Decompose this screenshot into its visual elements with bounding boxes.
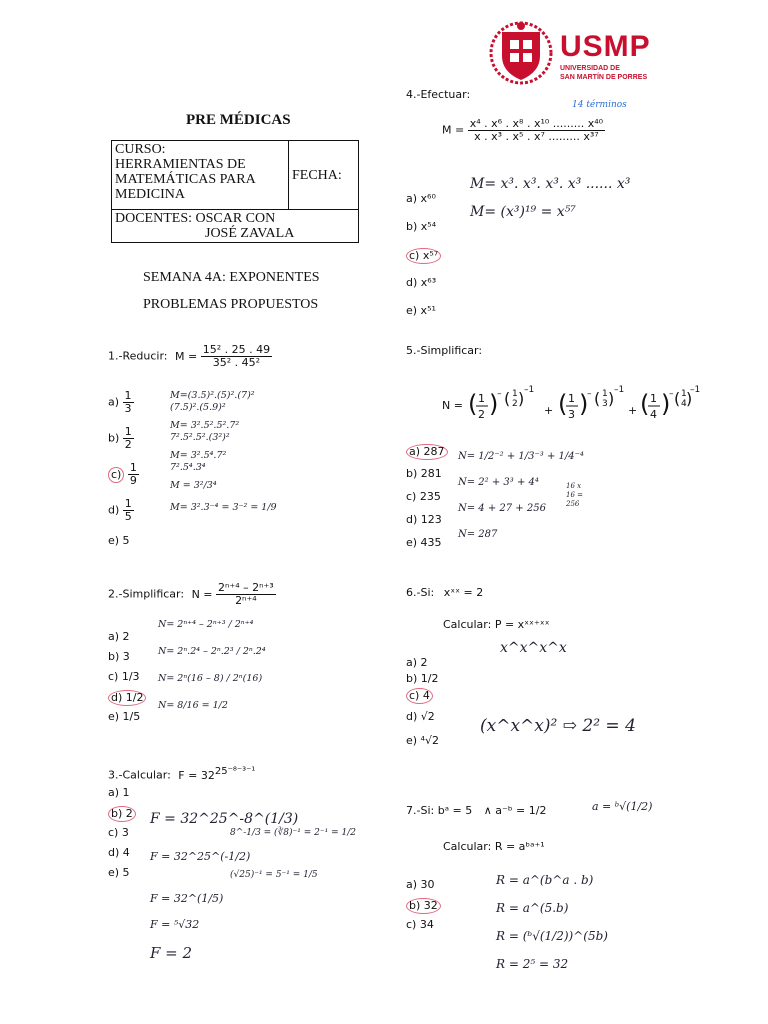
p2-work-0: N= 2ⁿ⁺⁴ – 2ⁿ⁺³ / 2ⁿ⁺⁴ <box>158 619 254 630</box>
p1-lhs: M = <box>174 349 198 363</box>
p6-statement <box>406 586 483 599</box>
p1-opt-a-num: 1 <box>124 389 132 402</box>
p3-work-4: F = 32^(1/5) <box>150 892 224 905</box>
p1-opt-c-num: 1 <box>129 461 137 474</box>
p1-options <box>108 390 139 548</box>
p1-opt-a-letter: a) <box>108 395 120 409</box>
p5-option-e[interactable]: e) 435 <box>406 536 442 549</box>
p5-paren-2r: ) <box>579 390 589 418</box>
p5-paren-e1r: ) <box>518 389 525 408</box>
p5-side-calc: 16 x 16 = 256 <box>566 482 583 508</box>
p3-option-d[interactable]: d) 4 <box>108 846 130 859</box>
p5-lhs: N = <box>442 399 463 412</box>
p5-exp-e2: –1 <box>614 385 625 395</box>
fecha-label: FECHA: <box>292 167 342 183</box>
p5-statement <box>442 384 701 428</box>
p2-option-c[interactable]: c) 1/3 <box>108 670 140 683</box>
p6-calc: Calcular: P = xˣˣ⁺ˣˣ <box>443 618 550 631</box>
p5-one-e2: 1 <box>602 389 609 399</box>
p1-opt-c-den: 9 <box>129 474 137 487</box>
p3-label: 3.-Calcular: <box>108 768 171 782</box>
p3-option-b[interactable] <box>108 806 136 826</box>
p7-calc: Calcular: R = aᵇᵃ⁺¹ <box>443 840 545 853</box>
p1-option-d[interactable] <box>108 498 139 534</box>
p5-option-c[interactable]: c) 235 <box>406 490 441 503</box>
p6-opt-c-text: c) 4 <box>406 688 433 704</box>
p5-one-e3: 1 <box>681 389 688 399</box>
p5-one-2: 1 <box>568 392 576 405</box>
p7-option-b[interactable] <box>406 898 441 918</box>
docentes-line2: JOSÉ ZAVALA <box>205 226 295 241</box>
p4-opt-c-text: c) x⁵⁷ <box>406 248 441 264</box>
p1-opt-d-letter: d) <box>108 503 120 517</box>
p1-option-c[interactable] <box>108 462 139 498</box>
p5-opt-a-text: a) 287 <box>406 444 448 460</box>
p5-paren-e3r: ) <box>686 389 693 408</box>
p4-option-e[interactable]: e) x⁵¹ <box>406 304 436 317</box>
p5-two-e1: 2 <box>512 399 519 409</box>
p7-work-3: R = (ᵇ√(1/2))^(5b) <box>496 929 608 943</box>
p4-num: x⁴ . x⁶ . x⁸ . x¹⁰ ......... x⁴⁰ <box>469 117 604 130</box>
p5-option-a[interactable] <box>406 444 448 467</box>
p6-cond: xˣˣ = 2 <box>443 586 484 599</box>
p1-opt-b-den: 2 <box>124 438 132 451</box>
p4-options <box>406 192 441 318</box>
p4-work-1: M= (x³)¹⁹ = x⁵⁷ <box>470 204 576 220</box>
p5-option-d[interactable]: d) 123 <box>406 513 442 526</box>
p4-statement <box>442 118 605 143</box>
p5-paren-1: ( <box>468 390 478 418</box>
course-table <box>111 140 359 243</box>
p2-label: 2.-Simplificar: <box>108 587 185 601</box>
p1-work-6: M = 3²/3⁴ <box>170 480 217 491</box>
p2-work-1: N= 2ⁿ.2⁴ – 2ⁿ.2³ / 2ⁿ.2⁴ <box>158 646 266 657</box>
p5-work-0: N= 1/2⁻² + 1/3⁻³ + 1/4⁻⁴ <box>458 451 584 462</box>
p5-paren-3: ( <box>640 390 650 418</box>
p6-handwritten-work <box>480 640 636 736</box>
p3-work-0: F = 32^25^-8^(1/3) <box>150 811 299 827</box>
curso-label: CURSO: <box>115 142 166 157</box>
p4-label: 4.-Efectuar: <box>406 88 471 101</box>
p1-work-7: M= 3².3⁻⁴ = 3⁻² = 1/9 <box>170 502 277 513</box>
logo-line1: UNIVERSIDAD DE <box>560 65 620 72</box>
p5-four-3: 4 <box>650 408 658 421</box>
p2-option-e[interactable]: e) 1/5 <box>108 710 141 723</box>
p5-paren-e2r: ) <box>608 389 615 408</box>
p5-one-3: 1 <box>650 392 658 405</box>
p5-paren-e2: ( <box>594 389 601 408</box>
p4-option-c[interactable] <box>406 248 441 276</box>
p7-options <box>406 878 441 932</box>
p5-paren-e3: ( <box>674 389 681 408</box>
p7-option-a[interactable]: a) 30 <box>406 878 435 891</box>
p5-work-3: N= 287 <box>458 529 498 540</box>
p1-work-2: M= 3².5².5².7² <box>170 420 240 431</box>
p3-work-1: 8^-1/3 = (∛8)⁻¹ = 2⁻¹ = 1/2 <box>230 828 356 838</box>
p3-work-6: F = 2 <box>150 944 193 962</box>
p2-num: 2ⁿ⁺⁴ – 2ⁿ⁺³ <box>218 581 274 594</box>
p1-option-b[interactable] <box>108 426 139 462</box>
p3-work-3: (√25)⁻¹ = 5⁻¹ = 1/5 <box>230 870 318 880</box>
p1-option-e[interactable]: e) 5 <box>108 534 130 547</box>
p7-work-top: a = ᵇ√(1/2) <box>592 800 653 813</box>
p1-work-3: 7².5².5².(3²)² <box>170 432 230 443</box>
docentes-label: DOCENTES: OSCAR CON <box>115 211 276 226</box>
p6-label: 6.-Si: <box>406 586 435 599</box>
p6-work-0: x^x^x^x <box>500 640 567 656</box>
p5-option-b[interactable]: b) 281 <box>406 467 442 480</box>
p5-exp-1: – <box>497 389 502 399</box>
p1-statement <box>108 344 272 369</box>
p4-option-b[interactable]: b) x⁵⁴ <box>406 220 437 233</box>
p6-options <box>406 656 439 748</box>
p2-option-a[interactable]: a) 2 <box>108 630 130 643</box>
p6-option-c[interactable] <box>406 688 439 710</box>
p2-handwritten-work <box>158 618 266 712</box>
page-title: PRE MÉDICAS <box>186 112 291 128</box>
p2-statement <box>108 582 276 607</box>
p5-exp-2: – <box>587 389 592 399</box>
p7-cond2: ∧ a⁻ᵇ = 1/2 <box>483 804 547 817</box>
p5-exp-3: – <box>669 389 674 399</box>
p5-paren-e1: ( <box>504 389 511 408</box>
p6-option-d[interactable]: d) √2 <box>406 710 435 723</box>
p1-work-1: (7.5)².(5.9)² <box>170 402 226 413</box>
p7-label: 7.-Si: bᵃ = 5 <box>406 804 473 817</box>
p5-options <box>406 444 448 550</box>
p2-lhs: N = <box>191 587 213 601</box>
p5-work-1: N= 2² + 3³ + 4⁴ <box>458 477 539 488</box>
curso-line3: MEDICINA <box>115 187 185 202</box>
p3-exp: 25⁻⁸⁻³⁻¹ <box>214 766 256 777</box>
p1-option-a[interactable] <box>108 390 139 426</box>
p5-one-e1: 1 <box>512 389 519 399</box>
p3-handwritten-work <box>150 812 400 960</box>
p2-option-b[interactable]: b) 3 <box>108 650 130 663</box>
p5-paren-2: ( <box>558 390 568 418</box>
p5-one-1: 1 <box>478 392 486 405</box>
logo-line2: SAN MARTÍN DE PORRES <box>560 74 648 81</box>
p1-work-0: M=(3.5)².(5)².(7)² <box>170 390 255 401</box>
p2-den: 2ⁿ⁺⁴ <box>235 594 257 607</box>
p2-opt-d-text: d) 1/2 <box>108 690 146 706</box>
p5-work-2: N= 4 + 27 + 256 <box>458 503 546 514</box>
p3-opt-b-text: b) 2 <box>108 806 136 822</box>
p3-statement <box>108 766 255 782</box>
p4-fraction <box>468 118 605 143</box>
p6-option-e[interactable]: e) ⁴√2 <box>406 734 439 747</box>
p2-fraction <box>216 582 276 607</box>
p4-note: 14 términos <box>572 100 627 110</box>
p1-opt-d-num: 1 <box>124 497 132 510</box>
p5-exp-e1: –1 <box>524 385 535 395</box>
p2-option-d[interactable] <box>108 690 146 710</box>
p1-opt-b-letter: b) <box>108 431 120 445</box>
p5-three-2: 3 <box>568 408 576 421</box>
p4-option-a[interactable]: a) x⁶⁰ <box>406 192 436 205</box>
p5-three-e2: 3 <box>602 399 609 409</box>
p3-option-e[interactable]: e) 5 <box>108 866 130 879</box>
p5-two-1: 2 <box>478 408 486 421</box>
p6-option-b[interactable]: b) 1/2 <box>406 672 439 685</box>
p1-num: 15² . 25 . 49 <box>202 343 271 356</box>
p2-options <box>108 630 146 724</box>
p1-opt-d-den: 5 <box>124 510 132 523</box>
curso-line2: MATEMÁTICAS PARA <box>115 172 256 187</box>
p3-option-a[interactable]: a) 1 <box>108 786 130 799</box>
curso-line1: HERRAMIENTAS DE <box>115 157 246 172</box>
p4-handwritten-work <box>470 170 630 226</box>
p5-label: 5.-Simplificar: <box>406 344 483 357</box>
usmp-logo <box>486 20 666 86</box>
subtitle: PROBLEMAS PROPUESTOS <box>143 297 319 312</box>
p3-work-2: F = 32^25^(-1/2) <box>150 850 251 863</box>
p7-work-4: R = 2⁵ = 32 <box>496 957 569 971</box>
p7-work-2: R = a^(5.b) <box>496 901 569 915</box>
p1-label: 1.-Reducir: <box>108 349 168 363</box>
p3-expr: F = 32 <box>178 768 215 782</box>
p2-work-3: N= 8/16 = 1/2 <box>158 700 228 711</box>
p7-option-c[interactable]: c) 34 <box>406 918 434 931</box>
p1-opt-b-num: 1 <box>124 425 132 438</box>
p6-option-a[interactable]: a) 2 <box>406 656 428 669</box>
p7-work-1: R = a^(b^a . b) <box>496 873 594 887</box>
usmp-seal-icon <box>486 20 556 86</box>
p1-handwritten-work <box>170 390 277 514</box>
p5-paren-1r: ) <box>489 390 499 418</box>
p4-option-d[interactable]: d) x⁶³ <box>406 276 437 289</box>
p6-work-1: (x^x^x)² ⇨ 2² = 4 <box>480 716 636 736</box>
p3-options <box>108 786 136 880</box>
p1-work-4: M= 3².5⁴.7² <box>170 450 227 461</box>
p5-paren-3r: ) <box>661 390 671 418</box>
p7-handwritten-work <box>496 866 608 978</box>
p5-plus-1: + <box>544 404 554 417</box>
p5-formula <box>466 384 701 428</box>
p7-opt-b-text: b) 32 <box>406 898 441 914</box>
p4-den: x . x³ . x⁵ . x⁷ ......... x³⁷ <box>474 130 599 143</box>
p1-den: 35² . 45² <box>212 356 261 369</box>
p2-work-2: N= 2ⁿ(16 – 8) / 2ⁿ(16) <box>158 673 263 684</box>
p1-opt-c-letter: c) <box>108 467 124 483</box>
p4-lhs: M = <box>442 123 465 137</box>
p1-opt-a-den: 3 <box>124 402 132 415</box>
p5-plus-2: + <box>628 404 638 417</box>
p3-option-c[interactable]: c) 3 <box>108 826 129 839</box>
logo-name: USMP <box>560 30 651 63</box>
p1-fraction <box>201 344 272 369</box>
p5-exp-e3: –1 <box>690 385 701 395</box>
p4-work-0: M= x³. x³. x³. x³ ...... x³ <box>470 176 631 192</box>
p3-work-5: F = ⁵√32 <box>150 918 200 931</box>
p7-statement <box>406 804 546 817</box>
p1-work-5: 7².5⁴.3⁴ <box>170 462 206 473</box>
week-title: SEMANA 4A: EXPONENTES <box>143 270 320 285</box>
p5-four-e3: 4 <box>681 399 688 409</box>
